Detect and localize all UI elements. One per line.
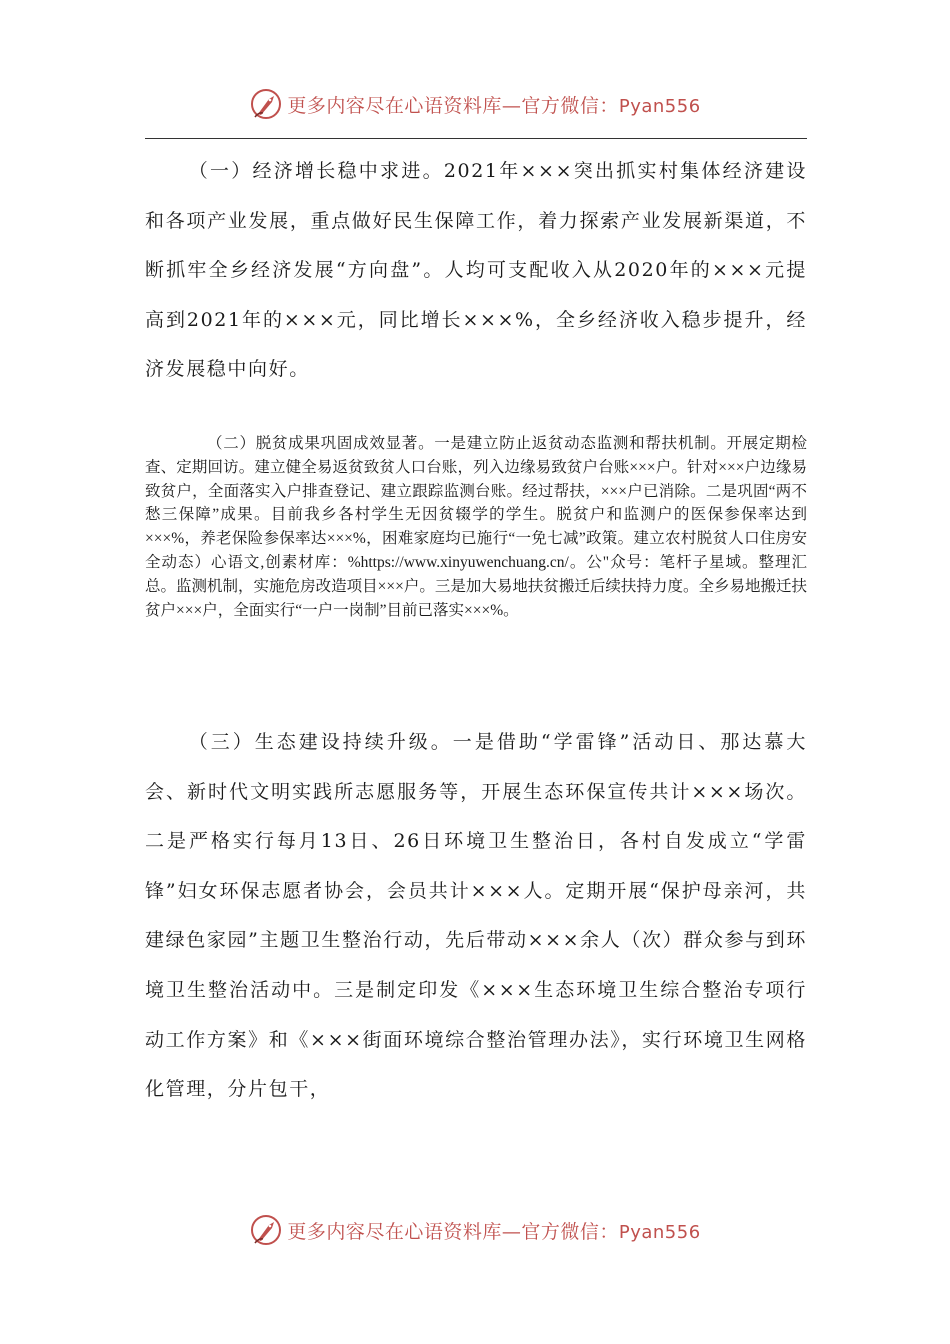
pen-nib-logo-icon <box>249 87 283 121</box>
page-header <box>0 86 950 122</box>
paragraph-poverty-alleviation: （二）脱贫成果巩固成效显著。一是建立防止返贫动态监测和帮扶机制。开展定期检查、定期回访。建立健全易返贫致贫人口台账，列入边缘易致贫户台账×××户。针对×××户边缘易致贫户，全面落实入户排查登记、建立跟踪监测台账。经过帮扶，×××户已消除。二是巩固“两不愁三保障”成果。目前我乡各村学生无因贫辍学的学生。脱贫户和监测户的医保参保率达到×××%，养老保险参保率达×××%，困难家庭均已施行“一免七减”政策。建立农村脱贫人口住房安全动态）心语文,创素材库：%https://www.xinyuwenchuang.cn/。公"众号：笔杆子星域。整理汇总。监测机制，实施危房改造项目×××户。三是加大易地扶贫搬迁后续扶持力度。全乡易地搬迁扶贫户×××户，全面实行“一户一岗制”目前已落实×××%。 <box>145 435 807 619</box>
header-divider <box>145 138 807 139</box>
pen-nib-logo-icon <box>249 1213 283 1247</box>
paragraph-ecology: （三）生态建设持续升级。一是借助“学雷锋”活动日、那达慕大会、新时代文明实践所志愿服务等，开展生态环保宣传共计×××场次。二是严格实行每月13日、26日环境卫生整治日，各村自发成立“学雷锋”妇女环保志愿者协会，会员共计×××人。定期开展“保护母亲河，共建绿色家园”主题卫生整治行动，先后带动×××余人（次）群众参与到环境卫生整治活动中。三是制定印发《×××生态环境卫生综合整治专项行动工作方案》和《×××街面环境综合整治管理办法》，实行环境卫生网格化管理，分片包干， <box>145 731 807 1101</box>
footer-brand-label: 更多内容尽在心语资料库—官方微信： <box>287 1220 619 1243</box>
footer-brand-handle: Pyan556 <box>618 1221 701 1243</box>
header-brand-text <box>287 91 700 118</box>
header-brand-handle: Pyan556 <box>618 95 701 117</box>
paragraph-economy: （一）经济增长稳中求进。2021年×××突出抓实村集体经济建设和各项产业发展，重点做好民生保障工作，着力探索产业发展新渠道，不断抓牢全乡经济发展“方向盘”。人均可支配收入从2020年的×××元提高到2021年的×××元，同比增长×××%，全乡经济收入稳步提升，经济发展稳中向好。 <box>145 160 807 381</box>
header-brand-label: 更多内容尽在心语资料库—官方微信： <box>287 94 619 117</box>
page-footer <box>0 1212 950 1248</box>
footer-brand-text <box>287 1217 700 1244</box>
